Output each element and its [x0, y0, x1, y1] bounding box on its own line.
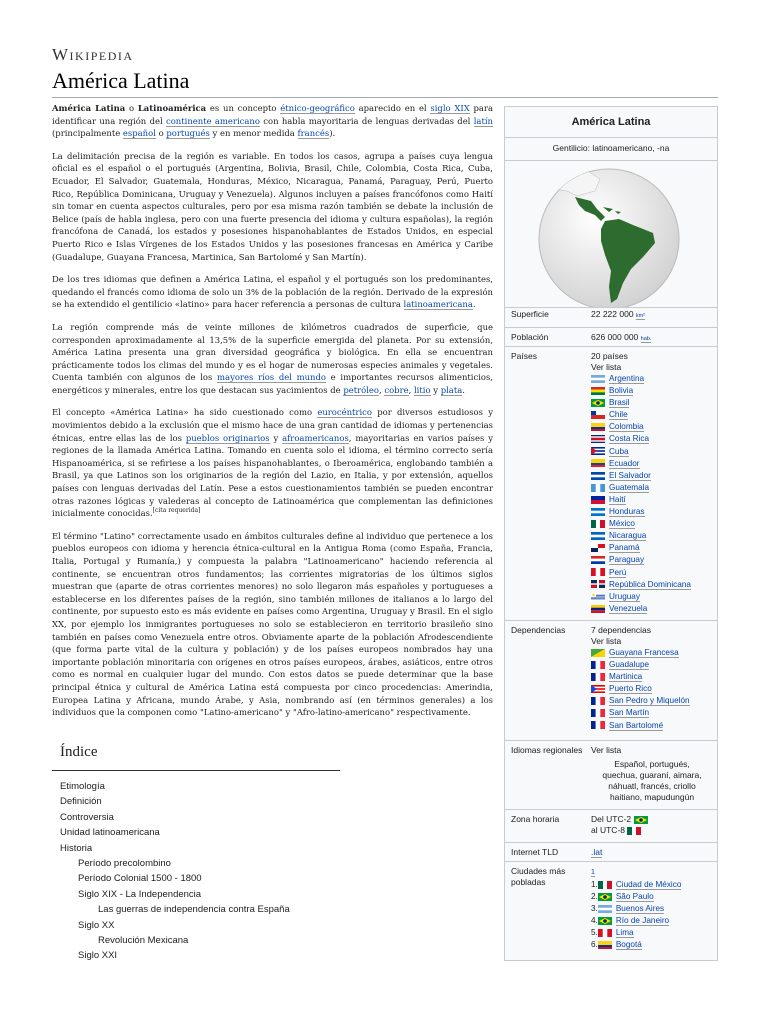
unit-link[interactable]: km²: [635, 313, 646, 319]
link[interactable]: latinoamericana: [403, 299, 473, 310]
page-title: América Latina: [52, 68, 190, 93]
nicaragua-flag-icon: [591, 532, 605, 540]
row-superficie: [505, 305, 717, 328]
label: Países: [511, 351, 537, 361]
text: o: [125, 103, 138, 113]
see-list[interactable]: Ver lista: [591, 362, 622, 372]
buenos-aires-link[interactable]: Buenos Aires: [615, 904, 665, 914]
value: [591, 332, 713, 345]
uruguay-flag-icon: [591, 593, 605, 601]
toc-item[interactable]: Período Colonial 1500 - 1800: [78, 873, 202, 885]
languages-line: náhuatl, francés, criollo: [608, 781, 696, 791]
row-paises: [505, 347, 717, 621]
link[interactable]: español: [122, 128, 156, 139]
guayana-francesa-link[interactable]: Guayana Francesa: [609, 648, 679, 657]
list-item: [591, 421, 713, 433]
value: [591, 814, 713, 836]
list-number: 4.: [591, 916, 598, 926]
toc-item[interactable]: Las guerras de independencia contra España: [98, 904, 290, 916]
utc-to: al UTC-8: [591, 825, 626, 835]
text: , mayoritarias en varios países y regiones de la llamada América Latina. Tomando en cuenta solo el idioma, el término correcto sería Hispanoamérica, si se refiriese a los países hispanohablantes, o Iberoamérica, englobando también a Brasil, ya que Latinos son los originarios de la región del Lazio, en Italia, y por extensión, aquellos países con lenguas derivadas del Latín. Pese a estos cuestionamientos también se pueden encontrar otras razones lógicas y valederas al concepto de Latinoamérica que complementan las definiciones inicialmente conocidas.: [52, 432, 493, 519]
label: Zona horaria: [511, 814, 560, 824]
list-item: [591, 659, 713, 671]
toc-item[interactable]: Historia: [60, 842, 93, 854]
list-item: [591, 385, 713, 397]
link[interactable]: mayores ríos del mundo: [217, 372, 326, 383]
guadalupe-flag-icon: [591, 661, 605, 669]
text: aparecido en el: [354, 103, 431, 113]
utc-from: Del UTC-2: [591, 814, 632, 824]
paraguay-flag-icon: [591, 556, 605, 564]
haiti-link[interactable]: Haití: [609, 494, 626, 504]
bolivia-flag-icon: [591, 387, 605, 395]
list-item: [591, 433, 713, 445]
link[interactable]: continente americano: [166, 115, 260, 126]
text: y: [269, 432, 283, 443]
toc-item[interactable]: Período precolombino: [78, 857, 171, 869]
toc-item[interactable]: Revolución Mexicana: [98, 934, 189, 946]
list-number: 2.: [591, 892, 598, 902]
paragraph-3: [52, 273, 493, 311]
san-pedro-y-miquelon-link[interactable]: San Pedro y Miquelón: [609, 696, 690, 706]
list-item: [591, 373, 713, 385]
lima-link[interactable]: Lima: [615, 928, 634, 938]
cuba-link[interactable]: Cuba: [609, 446, 629, 456]
mexico-flag-icon: [591, 520, 605, 528]
value: [591, 847, 713, 858]
countries-list: [591, 373, 713, 615]
uruguay-link[interactable]: Uruguay: [609, 591, 640, 601]
link[interactable]: latín: [473, 115, 493, 126]
ecuador-link[interactable]: Ecuador: [609, 458, 640, 468]
bogota-link[interactable]: Bogotá: [615, 940, 642, 950]
link[interactable]: pueblos originarios: [185, 432, 270, 443]
value: [591, 745, 713, 803]
superficie-value: 22 222 000: [591, 309, 634, 319]
citation-needed[interactable]: [cita requerida]: [152, 507, 201, 515]
mexico-flag-icon: [598, 881, 612, 889]
link[interactable]: étnico-geográfico: [280, 103, 355, 113]
label: Dependencias: [511, 625, 566, 635]
text: El concepto «América Latina» ha sido cuestionado como: [52, 407, 318, 418]
list-item: [591, 647, 713, 659]
list-item: [591, 470, 713, 482]
cuba-flag-icon: [591, 447, 605, 455]
list-item: [591, 591, 713, 603]
guatemala-flag-icon: [591, 484, 605, 492]
poblacion-value: 626 000 000: [591, 332, 639, 342]
list-item: [591, 707, 713, 719]
brazil-flag-icon: [634, 816, 648, 824]
ciudad-de-mexico-link[interactable]: Ciudad de México: [615, 880, 682, 889]
martinica-link[interactable]: Martinica: [609, 672, 643, 682]
toc-item[interactable]: Unidad latinoamericana: [60, 827, 160, 839]
link[interactable]: petróleo: [343, 384, 379, 395]
title-divider: [52, 97, 718, 98]
colombia-flag-icon: [591, 423, 605, 431]
bold-term: América Latina: [52, 103, 126, 113]
paraguay-link[interactable]: Paraguay: [609, 555, 645, 565]
link[interactable]: siglo XIX: [430, 103, 470, 113]
article-body: [52, 102, 493, 729]
infobox-title: América Latina: [505, 107, 717, 138]
puerto-rico-link[interactable]: Puerto Rico: [609, 684, 652, 694]
el-salvador-flag-icon: [591, 472, 605, 480]
colombia-flag-icon: [598, 941, 612, 949]
rio-de-janeiro-link[interactable]: Río de Janeiro: [615, 916, 670, 926]
list-item: [591, 579, 713, 591]
san-bartolome-link[interactable]: San Bartolomé: [609, 720, 664, 730]
san-martin-link[interactable]: San Martín: [609, 708, 650, 718]
colombia-link[interactable]: Colombia: [609, 422, 644, 432]
row-dependencias: [505, 621, 717, 741]
text: ).: [329, 128, 336, 139]
argentina-flag-icon: [591, 375, 605, 383]
brasil-flag-icon: [598, 893, 612, 901]
list-item: [591, 927, 713, 939]
san-martin-flag-icon: [591, 709, 605, 717]
label: Ciudades más pobladas: [511, 866, 566, 887]
label: Superficie: [511, 309, 549, 319]
bolivia-link[interactable]: Bolivia: [609, 386, 634, 396]
list-item: [591, 695, 713, 707]
list-item: [591, 530, 713, 542]
row-zona-horaria: [505, 810, 717, 843]
costa-rica-link[interactable]: Costa Rica: [609, 434, 650, 444]
link[interactable]: cobre: [384, 384, 409, 395]
el-salvador-link[interactable]: El Salvador: [609, 470, 651, 480]
text: y en menor medida: [209, 128, 298, 139]
guatemala-link[interactable]: Guatemala: [609, 482, 650, 492]
wikipedia-logo[interactable]: [52, 45, 134, 65]
toc-item[interactable]: Siglo XIX - La Independencia: [78, 888, 202, 900]
republica-dominicana-link[interactable]: República Dominicana: [609, 579, 691, 589]
list-item: [591, 409, 713, 421]
paragraph-4: [52, 321, 493, 397]
ecuador-flag-icon: [591, 459, 605, 467]
list-number: 3.: [591, 904, 598, 914]
martinica-flag-icon: [591, 673, 605, 681]
label: Idiomas regionales: [511, 745, 583, 755]
list-item: [591, 397, 713, 409]
paragraph-5: [52, 406, 493, 519]
value: [591, 309, 713, 322]
argentina-flag-icon: [598, 905, 612, 913]
languages-line: Español, portugués,: [614, 759, 690, 769]
text: La región comprende más de veinte millones de kilómetros cuadrados de superficie, que corresponden aproximadamente al 13,5% de la superficie emergida del planeta. Por su extensión, América Latina presenta una gran diversidad geográfica y biológica. En ella se encuentran prácticamente todos los climas del mundo y es el hogar de numerosas especies animales y vegetales. Cuenta también con algunos de los: [52, 321, 493, 383]
argentina-link[interactable]: Argentina: [609, 374, 645, 383]
haiti-flag-icon: [591, 496, 605, 504]
panama-link[interactable]: Panamá: [609, 543, 640, 553]
text: .: [462, 384, 465, 395]
peru-link[interactable]: Perú: [609, 567, 627, 577]
link[interactable]: plata: [440, 384, 463, 395]
honduras-flag-icon: [591, 508, 605, 516]
list-item: [591, 915, 713, 927]
list-item: [591, 458, 713, 470]
costa-rica-flag-icon: [591, 435, 605, 443]
san-bartolome-flag-icon: [591, 721, 605, 729]
value: [591, 625, 713, 732]
list-item: [591, 671, 713, 683]
list-item: [591, 506, 713, 518]
list-number: 5.: [591, 928, 598, 938]
list-item: [591, 939, 713, 951]
chile-flag-icon: [591, 411, 605, 419]
infobox: [504, 106, 718, 961]
list-item: [591, 554, 713, 566]
list-item: [591, 891, 713, 903]
bold-term: Latinoamérica: [137, 103, 207, 113]
toc-item[interactable]: Controversia: [60, 811, 114, 823]
text: ,: [378, 384, 385, 395]
count: 20 países: [591, 351, 628, 361]
see-list[interactable]: Ver lista: [591, 636, 622, 646]
san-pedro-y-miquelon-flag-icon: [591, 697, 605, 705]
tld-link[interactable]: .lat: [591, 847, 603, 857]
link[interactable]: litio: [413, 384, 431, 395]
dependencies-list: [591, 647, 713, 732]
list-item: [591, 603, 713, 615]
see-list[interactable]: Ver lista: [591, 745, 622, 755]
text: (principalmente: [52, 128, 123, 139]
table-of-contents: [52, 744, 352, 964]
link[interactable]: afroamericanos: [282, 432, 349, 443]
peru-flag-icon: [598, 929, 612, 937]
guadalupe-link[interactable]: Guadalupe: [609, 660, 650, 670]
list-item: [591, 482, 713, 494]
puerto-rico-flag-icon: [591, 685, 605, 693]
text: y: [430, 384, 441, 395]
list-item: [591, 518, 713, 530]
row-poblacion: [505, 328, 717, 347]
paragraph-6: El término "Latino" correctamente usado en ámbitos culturales define al individuo que pertenece a los pueblos europeos con idioma y herencia étnica-cultural en la Antigua Roma (como España, Francia, Italia, Portugal y Rumanía,) y compuesta la palabra "Latinoamericano" haciendo referencia al continente, se encuentran otros fundamentos; las corrientes migratorias de los últimos siglos muestran que (aparte de otras corrientes menores) no solo llegaron más españoles y portugueses a establecerse en los diferentes países de la región, sino también millones de italianos a lo largo del continente, por supuesto esto es más evidente en países como Argentina, Uruguay y Brasil. En el siglo XX, por ejemplo los inmigrantes portugueses no solo se establecieron en territorio brasileño sino también en países como Venezuela entre otros. Obviamente aparte de la población Afrodescendiente (que forma parte vital de la cultura y población) y de los países europeos nombrados hay una importante población minoritaria con orígenes en otros países europeos, árabes, asiáticos, entre otros como es normal en cualquier lugar del mundo. Con estos datos se puede determinar que la base principal étnica y cultural de América Latina está compuesta por cinco procedencias: Amerindia, Europea Latina y Africana, mundo Árabe, y Asia, nombrando así (en términos generales) a los individuos que la componen como "Latino-americano" y "Afro-latino-americano" respectivamente.: [52, 530, 493, 718]
link[interactable]: portugués: [166, 128, 210, 139]
globe-map-image[interactable]: [505, 161, 717, 308]
toc-item[interactable]: Siglo XX: [78, 919, 115, 931]
value: [591, 351, 713, 615]
list-item: [591, 494, 713, 506]
venezuela-link[interactable]: Venezuela: [609, 603, 648, 613]
languages-line: haitiano, mapudungún: [609, 792, 695, 802]
note-link[interactable]: 1: [591, 869, 595, 876]
list-number: 6.: [591, 940, 598, 950]
count: 7 dependencias: [591, 625, 652, 635]
peru-flag-icon: [591, 568, 605, 576]
mexico-link[interactable]: México: [609, 519, 635, 529]
text: por diversos estudiosos y movimientos debido a la exclusión que el mismo hace de una gran cantidad de idiomas y pertenencias étnicas, entre ellas las de los: [52, 407, 494, 443]
toc-item[interactable]: Definición: [60, 796, 102, 808]
cities-list: [591, 879, 713, 952]
link[interactable]: francés: [297, 128, 330, 139]
list-item: [591, 903, 713, 915]
list-item: [591, 879, 713, 891]
toc-item[interactable]: Etimología: [60, 781, 105, 792]
paragraph-2: La delimitación precisa de la región es variable. En todos los casos, agrupa a países cuya lengua oficial es el español o el portugués (Argentina, Bolivia, Brasil, Chile, Colombia, Costa Rica, Cuba, Ecuador, El Salvador, Guatemala, Honduras, México, Nicaragua, Panamá, Paraguay, Perú, Puerto Rico, República Dominicana, Uruguay y Venezuela). Algunos incluyen a países francófonos como Haití sin tomar en cuenta aspectos culturales, pero por esa misma razón también se debate la inclusión de Belice (país de habla inglesa, pero con una fuerte presencia del idioma y cultura españolas), la región francófona de Canadá, los estados y posesiones hispanohablantes de Estados Unidos, en especial Puerto Rico e Islas Vírgenes de los Estados Unidos y las posesiones francesas en América y Caribe (Guadalupe, Guayana Francesa, Martinica, San Bartolomé y San Martín).: [52, 150, 493, 262]
infobox-gentilicio: Gentilicio: latinoamericano, -na: [505, 138, 717, 161]
label: Población: [511, 332, 549, 342]
text: o: [155, 128, 167, 139]
text: ,: [408, 384, 414, 395]
toc-list: [60, 779, 352, 964]
venezuela-flag-icon: [591, 605, 605, 613]
text: con habla mayoritaria de lenguas derivadas del: [259, 115, 474, 126]
row-idiomas: [505, 741, 717, 810]
chile-link[interactable]: Chile: [609, 410, 628, 420]
mexico-flag-icon: [627, 827, 641, 835]
brasil-flag-icon: [591, 399, 605, 407]
languages-line: quechua, guaraní, aimara,: [602, 770, 702, 780]
list-number: 1.: [591, 880, 598, 889]
panama-flag-icon: [591, 544, 605, 552]
label: Internet TLD: [511, 847, 559, 857]
list-item: [591, 683, 713, 695]
row-ciudades: [505, 862, 717, 959]
text: e importantes recursos alimenticios, energéticos y minerales, entre los que destacan sus yacimientos de: [52, 372, 493, 395]
text: es un concepto: [206, 103, 281, 113]
guayana-francesa-flag-icon: [591, 649, 605, 657]
link[interactable]: eurocéntrico: [317, 407, 372, 418]
nicaragua-link[interactable]: Nicaragua: [609, 531, 647, 541]
brasil-flag-icon: [598, 917, 612, 925]
paragraph-1: [52, 102, 493, 140]
list-item: [591, 542, 713, 554]
sao-paulo-link[interactable]: São Paulo: [615, 892, 654, 902]
honduras-link[interactable]: Honduras: [609, 507, 645, 517]
text: De los tres idiomas que definen a América Latina, el español y el portugués son los predominantes, quedando el francés como idioma de solo un 3% de la población de la región. Derivado de la expresión se ha extendido el gentilicio «latino» para hacer referencia a personas de cultura: [52, 274, 493, 310]
list-item: [591, 720, 713, 732]
unit-link[interactable]: hab.: [640, 336, 652, 342]
toc-title: Índice: [52, 744, 340, 771]
text: para identificar una región del: [52, 103, 493, 126]
toc-item[interactable]: Siglo XXI: [78, 950, 118, 962]
row-tld: [505, 843, 717, 862]
list-item: [591, 567, 713, 579]
text: .: [472, 299, 476, 310]
value: [591, 866, 713, 952]
brasil-link[interactable]: Brasil: [609, 398, 630, 408]
republica-dominicana-flag-icon: [591, 580, 605, 588]
list-item: [591, 446, 713, 458]
logo-text: Wikipedia: [52, 45, 134, 64]
